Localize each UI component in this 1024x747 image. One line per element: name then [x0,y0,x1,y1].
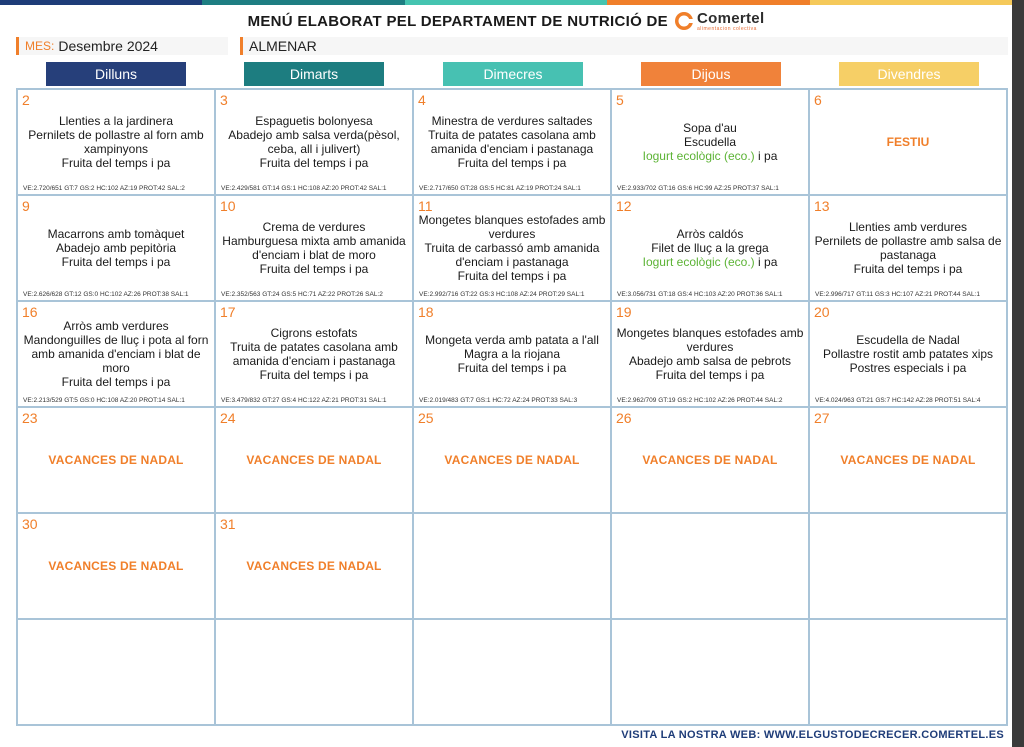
day-number: 6 [814,92,822,108]
dish-line [823,347,993,361]
nutrition-info: VE:2.992/716 GT:22 GS:3 HC:108 AZ:24 PROT:29 SAL:1 [419,291,585,298]
month-box [16,37,228,55]
dish-line [219,128,409,156]
day-cell [414,90,610,194]
dish-text: Macarrons amb tomàquet [47,227,185,241]
top-bar-segment [0,0,202,5]
vacation-label: VACANCES DE NADAL [840,453,976,467]
dish-text: Fruita del temps i pa [259,368,369,382]
school-box [240,37,1008,55]
day-number: 4 [418,92,426,108]
menu-dishes [219,210,409,286]
nutrition-info: VE:2.933/702 GT:16 GS:6 HC:99 AZ:25 PROT:37 SAL:1 [617,185,779,192]
menu-dishes [219,104,409,180]
vacation-label: VACANCES DE NADAL [246,453,382,467]
menu-dishes [417,104,607,180]
dish-text: Fruita del temps i pa [853,262,963,276]
day-cell [810,620,1006,724]
holiday-note: FESTIU [886,135,930,149]
dish-text: Fruita del temps i pa [457,269,567,283]
day-cell [18,90,214,194]
day-cell [18,620,214,724]
day-cell [612,196,808,300]
dish-text: Escudella de Nadal [856,333,960,347]
dish-line [271,326,358,340]
day-number: 2 [22,92,30,108]
vacation-label: VACANCES DE NADAL [444,453,580,467]
day-number: 20 [814,304,830,320]
dish-line [856,333,959,347]
day-cell [612,90,808,194]
vacation-label: VACANCES DE NADAL [48,453,184,467]
dish-text: Mongetes blanques estofades amb verdures [418,213,606,241]
dish-text: Crema de verdures [262,220,366,234]
day-number: 26 [616,410,632,426]
day-cell [414,408,610,512]
day-cell [216,620,412,724]
dish-line [59,114,173,128]
dish-text: Fruita del temps i pa [61,375,171,389]
dish-text: Fruita del temps i pa [259,156,369,170]
dish-line [260,156,369,170]
title-text: MENÚ ELABORAT PEL DEPARTAMENT DE NUTRICIÓ DE [247,12,668,30]
day-header-thursday: Dijous [641,62,781,86]
day-header-tuesday: Dimarts [244,62,384,86]
day-number: 13 [814,198,830,214]
dish-line [813,234,1003,262]
menu-dishes [21,104,211,180]
day-number: 25 [418,410,434,426]
dish-text: Fruita del temps i pa [61,255,171,269]
dish-text: Fruita del temps i pa [259,262,369,276]
dish-text: Mongetes blanques estofades amb verdures [616,326,804,354]
dish-line [417,213,607,241]
day-number: 10 [220,198,236,214]
dish-line [62,156,171,170]
month-label: MES: [25,39,55,53]
top-bar-segment [810,0,1012,5]
dish-text: Postres especials i pa [849,361,967,375]
dish-line [417,241,607,269]
dish-text: Llenties a la jardinera [58,114,174,128]
dish-suffix: i pa [754,149,778,163]
dish-line [615,326,805,354]
nutrition-info: VE:2.019/483 GT:7 GS:1 HC:72 AZ:24 PROT:33 SAL:3 [419,397,578,404]
day-number: 19 [616,304,632,320]
menu-dishes [615,210,805,286]
day-cell [18,196,214,300]
dish-text: Truita de patates casolana amb amanida d'enciam i pastanaga [428,128,596,156]
day-number: 31 [220,516,236,532]
month-marker [16,37,19,55]
dish-line [849,220,967,234]
dish-text: Cigrons estofats [270,326,358,340]
dish-line [56,241,176,255]
dish-text: Sopa d'au [683,121,737,135]
dish-text: Pernilets de pollastre amb salsa de pastanaga [814,234,1002,262]
dish-text: Fruita del temps i pa [61,156,171,170]
nutrition-info: VE:2.717/650 GT:28 GS:5 HC:81 AZ:19 PROT:24 SAL:1 [419,185,581,192]
holiday-box [813,104,1003,180]
nutrition-info: VE:2.996/717 GT:11 GS:3 HC:107 AZ:21 PROT:44 SAL:1 [815,291,981,298]
dish-text: Magra a la riojana [463,347,561,361]
day-number: 16 [22,304,38,320]
dish-text: Truita de carbassó amb amanida d'enciam i pastanaga [424,241,600,269]
nutrition-info: VE:4.024/963 GT:21 GS:7 HC:142 AZ:28 PROT:51 SAL:4 [815,397,981,404]
day-number: 27 [814,410,830,426]
day-header-wednesday: Dimecres [443,62,583,86]
dish-text: Abadejo amb salsa verda(pèsol, ceba, all i julivert) [228,128,400,156]
day-cell [810,302,1006,406]
school-marker [240,37,243,55]
day-header-friday: Divendres [839,62,979,86]
dish-line [850,361,967,375]
top-bar-segment [202,0,404,5]
day-cell [216,90,412,194]
menu-dishes [813,316,1003,392]
dish-text: Arròs amb verdures [63,319,169,333]
day-cell [18,408,214,512]
dish-line [219,234,409,262]
day-cell [414,514,610,618]
page-title [0,10,1012,32]
dish-text: Escudella [683,135,737,149]
day-number: 18 [418,304,434,320]
dish-line [255,114,372,128]
dish-line [651,241,768,255]
nutrition-info: VE:2.720/651 GT:7 GS:2 HC:102 AZ:19 PROT:42 SAL:2 [23,185,185,192]
dish-line [417,128,607,156]
day-number: 5 [616,92,624,108]
brand-tagline: alimentacion colectiva [697,25,757,32]
day-cell [810,196,1006,300]
nutrition-info: VE:2.626/628 GT:12 GS:0 HC:102 AZ:26 PROT:38 SAL:1 [23,291,189,298]
dish-line [263,220,366,234]
dish-line [458,361,567,375]
dish-line [62,255,171,269]
dish-line [464,347,560,361]
day-number: 17 [220,304,236,320]
dish-line [683,121,737,135]
day-cell [810,514,1006,618]
comertel-logo-icon [674,11,694,31]
dish-text: Abadejo amb salsa de pebrots [628,354,792,368]
vacation-label: VACANCES DE NADAL [48,559,184,573]
nutrition-info: VE:3.056/731 GT:18 GS:4 HC:103 AZ:20 PROT:36 SAL:1 [617,291,783,298]
day-number: 3 [220,92,228,108]
dish-line [260,368,369,382]
dish-text: Mandonguilles de lluç i pota al forn amb amanida d'enciam i blat de moro [23,333,209,375]
dish-suffix: i pa [754,255,778,269]
dish-line [643,149,778,163]
day-cell [216,514,412,618]
month-value: Desembre 2024 [58,38,158,54]
day-cell [612,514,808,618]
day-cell [612,408,808,512]
menu-dishes [813,210,1003,286]
vacation-label: VACANCES DE NADAL [642,453,778,467]
dish-line [260,262,369,276]
dish-text: Truita de patates casolana amb amanida d'enciam i pastanaga [230,340,398,368]
dish-line [62,375,171,389]
nutrition-info: VE:2.429/581 GT:14 GS:1 HC:108 AZ:20 PROT:42 SAL:1 [221,185,387,192]
dish-line [425,333,599,347]
dish-text: Llenties amb verdures [848,220,968,234]
menu-dishes [21,316,211,392]
day-cell [18,302,214,406]
menu-dishes [417,316,607,392]
top-bar-segment [405,0,607,5]
menu-dishes [21,210,211,286]
dish-line [629,354,791,368]
dish-line [684,135,736,149]
dish-line [458,269,567,283]
dish-text: Filet de lluç a la grega [651,241,769,255]
dish-line [643,255,778,269]
day-cell [414,196,610,300]
dish-line [219,340,409,368]
dish-text: Fruita del temps i pa [457,361,567,375]
dish-line [63,319,168,333]
dish-text: Minestra de verdures saltades [431,114,593,128]
day-cell [612,620,808,724]
dish-line [677,227,744,241]
menu-dishes [219,316,409,392]
top-bar-segment [607,0,809,5]
day-cell [810,408,1006,512]
day-header-monday: Dilluns [46,62,186,86]
dish-line [458,156,567,170]
eco-yogurt-text: Iogurt ecològic (eco.) [642,149,755,163]
dish-text: Espaguetis bolonyesa [255,114,373,128]
day-cell [414,620,610,724]
footer-website[interactable]: VISITA LA NOSTRA WEB: WWW.ELGUSTODECRECER.COMERTEL.ES [621,729,1004,741]
dish-text: Fruita del temps i pa [457,156,567,170]
day-number: 12 [616,198,632,214]
dish-text: Hamburguesa mixta amb amanida d'enciam i blat de moro [222,234,406,262]
day-number: 30 [22,516,38,532]
day-cell [216,408,412,512]
dish-text: Pollastre rostit amb patates xips [822,347,994,361]
day-cell [612,302,808,406]
day-number: 11 [418,198,433,214]
day-cell [414,302,610,406]
dish-text: Mongeta verda amb patata a l'all [425,333,599,347]
day-number: 24 [220,410,236,426]
dish-text: Arròs caldós [676,227,744,241]
day-number: 9 [22,198,30,214]
vacation-label: VACANCES DE NADAL [246,559,382,573]
nutrition-info: VE:2.352/563 GT:24 GS:5 HC:71 AZ:22 PROT:26 SAL:2 [221,291,383,298]
eco-yogurt-text: Iogurt ecològic (eco.) [642,255,755,269]
school-name: ALMENAR [249,38,317,54]
dish-line [21,128,211,156]
comertel-logo [674,11,764,32]
day-number: 23 [22,410,38,426]
dish-line [656,368,765,382]
nutrition-info: VE:2.213/529 GT:5 GS:0 HC:108 AZ:20 PROT:14 SAL:1 [23,397,185,404]
nutrition-info: VE:3.479/832 GT:27 GS:4 HC:122 AZ:21 PROT:31 SAL:1 [221,397,387,404]
dish-text: Fruita del temps i pa [655,368,765,382]
brand-name: Comertel [697,9,765,27]
dish-text: Abadejo amb pepitòria [55,241,177,255]
dish-line [21,333,211,375]
day-cell [810,90,1006,194]
day-cell [216,302,412,406]
dish-text: Pernilets de pollastre al forn amb xampinyons [28,128,204,156]
menu-dishes [417,210,607,286]
menu-dishes [615,316,805,392]
dish-line [48,227,185,241]
dish-line [432,114,593,128]
nutrition-info: VE:2.962/709 GT:19 GS:2 HC:102 AZ:26 PROT:44 SAL:2 [617,397,783,404]
top-color-bar [0,0,1012,5]
day-cell [18,514,214,618]
dish-line [854,262,963,276]
day-cell [216,196,412,300]
menu-dishes [615,104,805,180]
calendar-grid [16,88,1008,726]
